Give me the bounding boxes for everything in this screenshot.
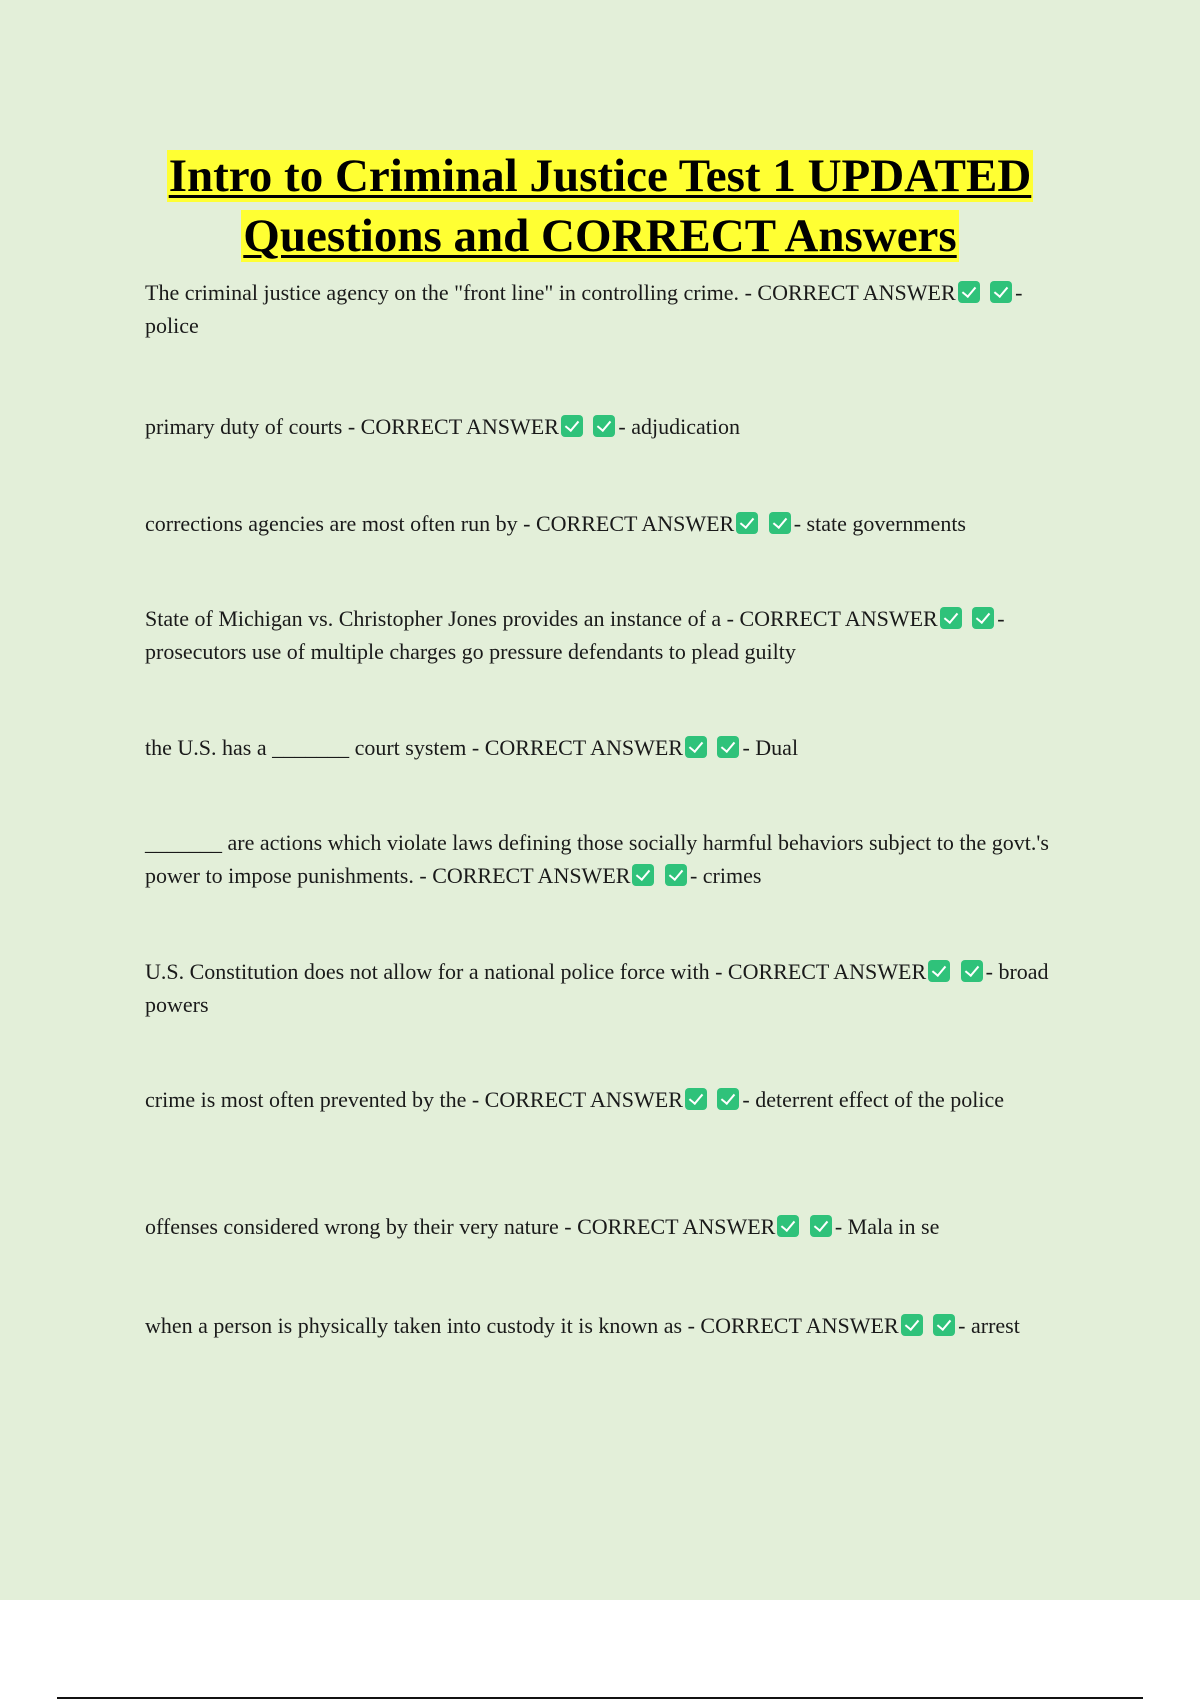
check-icon: [940, 607, 962, 629]
footer-divider: [57, 1697, 1143, 1699]
qa-item-5: [145, 731, 1080, 764]
question-text: offenses considered wrong by their very nature: [145, 1214, 559, 1239]
check-icon: [990, 281, 1012, 303]
check-icon: [593, 415, 615, 437]
answer-text: - prosecutors use of multiple charges go pressure defendants to plead guilty: [145, 606, 1005, 664]
title-line-2: Questions and CORRECT Answers: [243, 210, 957, 262]
document-title: [100, 146, 1100, 266]
qa-item-1: [145, 276, 1080, 342]
check-icon: [736, 512, 758, 534]
question-text: _______ are actions which violate laws defining those socially harmful behaviors subject to the govt.'s power to impose punishments.: [145, 830, 1049, 888]
answer-text: - Dual: [742, 735, 799, 760]
question-text: when a person is physically taken into custody it is known as: [145, 1313, 683, 1338]
answer-marker: - CORRECT ANSWER: [471, 735, 683, 760]
answer-marker: - CORRECT ANSWER: [419, 863, 631, 888]
answer-marker: - CORRECT ANSWER: [564, 1214, 776, 1239]
check-icon: [685, 736, 707, 758]
answer-marker: - CORRECT ANSWER: [726, 606, 938, 631]
answer-text: - Mala in se: [834, 1214, 940, 1239]
question-text: The criminal justice agency on the "front line" in controlling crime.: [145, 280, 740, 305]
qa-item-10: [145, 1309, 1080, 1342]
check-icon: [777, 1215, 799, 1237]
check-icon: [665, 864, 687, 886]
qa-item-7: [145, 955, 1080, 1021]
check-icon: [901, 1314, 923, 1336]
check-icon: [958, 281, 980, 303]
check-icon: [972, 607, 994, 629]
title-line-1: Intro to Criminal Justice Test 1 UPDATED: [168, 150, 1032, 202]
question-text: the U.S. has a _______ court system: [145, 735, 467, 760]
question-text: State of Michigan vs. Christopher Jones provides an instance of a: [145, 606, 722, 631]
check-icon: [717, 1088, 739, 1110]
question-text: primary duty of courts: [145, 414, 343, 439]
check-icon: [769, 512, 791, 534]
answer-text: - broad powers: [145, 959, 1049, 1017]
answer-marker: - CORRECT ANSWER: [744, 280, 956, 305]
qa-item-6: [145, 826, 1080, 892]
answer-text: - arrest: [958, 1313, 1020, 1338]
qa-item-2: [145, 410, 1080, 443]
answer-marker: - CORRECT ANSWER: [715, 959, 927, 984]
qa-item-8: [145, 1083, 1080, 1116]
question-text: U.S. Constitution does not allow for a national police force with: [145, 959, 710, 984]
answer-text: - adjudication: [618, 414, 740, 439]
answer-text: - deterrent effect of the police: [742, 1087, 1005, 1112]
check-icon: [810, 1215, 832, 1237]
answer-marker: - CORRECT ANSWER: [347, 414, 559, 439]
answer-marker: - CORRECT ANSWER: [471, 1087, 683, 1112]
question-text: corrections agencies are most often run by: [145, 511, 518, 536]
check-icon: [928, 960, 950, 982]
answer-text: - state governments: [793, 511, 966, 536]
answer-text: - police: [145, 280, 1023, 338]
answer-text: - crimes: [689, 863, 762, 888]
check-icon: [685, 1088, 707, 1110]
question-text: crime is most often prevented by the: [145, 1087, 467, 1112]
check-icon: [717, 736, 739, 758]
check-icon: [561, 415, 583, 437]
check-icon: [961, 960, 983, 982]
qa-item-4: [145, 602, 1080, 668]
check-icon: [933, 1314, 955, 1336]
qa-item-9: [145, 1210, 1080, 1243]
answer-marker: - CORRECT ANSWER: [687, 1313, 899, 1338]
qa-item-3: [145, 507, 1080, 540]
answer-marker: - CORRECT ANSWER: [523, 511, 735, 536]
check-icon: [632, 864, 654, 886]
